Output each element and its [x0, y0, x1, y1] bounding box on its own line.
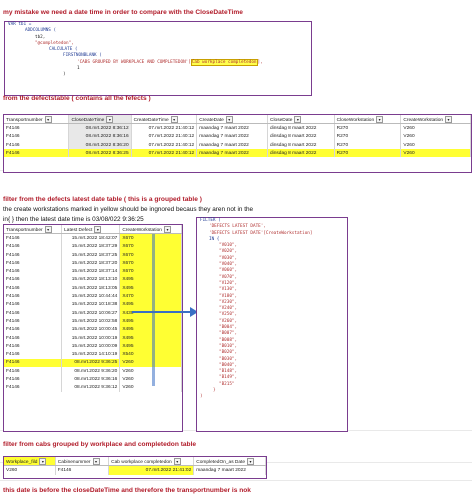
code-line: "B008",: [219, 337, 238, 343]
table-cell: 08.mrt.2022 9:36:16: [62, 375, 120, 383]
table-cell: X495: [120, 276, 182, 284]
filter-dropdown-icon[interactable]: ▾: [226, 116, 233, 123]
table-cell: 08.mrt.2022 8:36:12: [69, 124, 131, 133]
table-cell: maandag 7 maart 2022: [197, 149, 268, 157]
column-header-label: CreateDate: [199, 117, 224, 123]
table-cell: F4146: [4, 133, 69, 141]
filter-dropdown-icon[interactable]: ▾: [376, 116, 383, 123]
table-cell: 15.mrt.2022 10:00:45: [62, 326, 120, 334]
table-row[interactable]: [4, 141, 471, 149]
filter-dropdown-icon[interactable]: ▾: [93, 458, 100, 465]
table-cell: F4146: [4, 342, 62, 350]
column-header-label: Cabinenummer: [57, 459, 91, 465]
table-cell: 15.mrt.2022 18:37:14: [62, 267, 120, 275]
table-cell: 07.mrt.2022 21:41:02: [109, 466, 194, 475]
filter-dropdown-icon[interactable]: ▾: [174, 458, 181, 465]
table-cell: dinsdag 8 maart 2022: [268, 141, 335, 149]
table-cell: V260: [120, 384, 182, 392]
table-cell: dinsdag 8 maart 2022: [268, 133, 335, 141]
column-header-label: Cab workplace completedon: [111, 459, 172, 465]
code-bracket: ],: [257, 59, 263, 65]
table-cell: 07.mrt.2022 21:40:12: [131, 133, 197, 141]
table-row[interactable]: [4, 124, 471, 133]
column-header-createdatetime[interactable]: [131, 115, 197, 124]
table-cell: F4146: [4, 367, 62, 375]
defects-table: [3, 114, 472, 173]
table-row[interactable]: [4, 149, 471, 157]
table-cell: V260: [120, 375, 182, 383]
code-line: FIRSTNONBLANK (: [63, 53, 102, 59]
table-cell: X495: [120, 301, 182, 309]
table-cell: F4146: [4, 309, 62, 317]
table-cell: F4146: [4, 359, 62, 367]
column-header-latest-defect[interactable]: [62, 225, 120, 234]
table-cell: F4146: [4, 350, 62, 358]
column-header-label: Workplace_fild: [6, 459, 38, 465]
table-cell: X670: [120, 243, 182, 251]
column-header-label: Latest Defect: [64, 227, 93, 233]
code-line: "V010",: [219, 243, 238, 249]
table-cell: maandag 7 maart 2022: [197, 141, 268, 149]
filter-dropdown-icon[interactable]: ▾: [45, 226, 52, 233]
code-line: "V240",: [219, 306, 238, 312]
table-cell: X470: [120, 292, 182, 300]
table-cell: X495: [120, 284, 182, 292]
column-header-closedate[interactable]: [268, 115, 335, 124]
code-line: }: [213, 388, 216, 394]
table-cell: X495: [120, 342, 182, 350]
code-line: CALCULATE (: [49, 47, 78, 53]
table-cell: F4146: [4, 334, 62, 342]
code-line: ADDCOLUMNS (: [25, 28, 57, 34]
code-line: "V180",: [219, 293, 238, 299]
code-line: 'DEFECTS LATEST DATE',: [209, 224, 266, 230]
table-cell: 08.mrt.2022 8:36:16: [69, 133, 131, 141]
column-header-label: CloseDateTime: [71, 117, 105, 123]
column-header-createworkstation[interactable]: [120, 225, 182, 234]
column-header-completedon_as-date[interactable]: [194, 457, 266, 466]
table-cell: 15.mrt.2022 10:02:58: [62, 317, 120, 325]
dax-code-filter: [196, 217, 348, 432]
code-line: "B030",: [219, 356, 238, 362]
table-cell: F4146: [4, 234, 62, 243]
code-line: "V020",: [219, 249, 238, 255]
code-line: "V120",: [219, 280, 238, 286]
table-cell: F4146: [4, 259, 62, 267]
filter-dropdown-icon[interactable]: ▾: [39, 458, 46, 465]
column-header-closedatetime[interactable]: [69, 115, 131, 124]
table-cell: V260: [120, 359, 182, 367]
table-cell: maandag 7 maart 2022: [194, 466, 266, 475]
arrow-icon: [130, 305, 200, 319]
table-cell: V260: [120, 367, 182, 375]
code-line: ): [63, 72, 66, 78]
table-cell: F4146: [4, 243, 62, 251]
table-cell: X670: [120, 267, 182, 275]
note-ignore-workstations: the create workstations marked in yellow should be ingnored becaus they aren not in the: [3, 206, 254, 213]
code-line: "V260",: [219, 318, 238, 324]
table-cell: dinsdag 8 maart 2022: [268, 149, 335, 157]
table-cell: F4146: [4, 301, 62, 309]
table-cell: X540: [120, 350, 182, 358]
table-cell: 15.mrt.2022 18:37:25: [62, 251, 120, 259]
dax-code-addcolumns: [4, 21, 312, 96]
filter-dropdown-icon[interactable]: ▾: [94, 226, 101, 233]
table-cell: R270: [334, 141, 401, 149]
code-line: "V040",: [219, 262, 238, 268]
table-cell: 15.mrt.2022 18:37:20: [62, 259, 120, 267]
column-header-transportnumber[interactable]: [4, 225, 62, 234]
table-cell: 15.mrt.2022 10:06:27: [62, 309, 120, 317]
code-line: "B040",: [219, 362, 238, 368]
column-header-cabinenummer[interactable]: [55, 457, 108, 466]
column-header-label: Transportnumber: [6, 117, 43, 123]
code-line: FILTER (: [200, 218, 221, 223]
table-cell: maandag 7 maart 2022: [197, 124, 268, 133]
table-cell: X495: [120, 326, 182, 334]
footer-note: this date is before the closeDateTime and therefore the transportnumber is nok: [3, 487, 251, 494]
code-line: "B010",: [219, 343, 238, 349]
filter-dropdown-icon[interactable]: ▾: [106, 116, 113, 123]
code-line: "B020",: [219, 350, 238, 356]
table-cell: F4146: [4, 276, 62, 284]
table-cell: 07.mrt.2022 21:40:12: [131, 141, 197, 149]
table-cell: 15.mrt.2022 10:00:19: [62, 334, 120, 342]
filter-dropdown-icon[interactable]: ▾: [164, 226, 171, 233]
table-cell: V260: [401, 124, 471, 133]
column-header-label: CreateWorkstation: [122, 227, 162, 233]
latest-defect-table: [3, 224, 183, 432]
code-table-ref: 'CABS GROUPED BY WORKPLACE AND COMPLETEDON'[: [77, 59, 191, 65]
code-line: "@completedon",: [35, 40, 74, 46]
code-line: "B148",: [219, 369, 238, 375]
table-cell: F4146: [4, 292, 62, 300]
table-row[interactable]: [4, 133, 471, 141]
table-cell: X670: [120, 234, 182, 243]
table-cell: F4146: [55, 466, 108, 475]
filter-dropdown-icon[interactable]: ▾: [171, 116, 178, 123]
code-line: "V130",: [219, 287, 238, 293]
table-cell: V260: [4, 466, 55, 475]
column-header-label: Transportnumber: [6, 227, 43, 233]
code-line: "B007",: [219, 331, 238, 337]
column-header-label: CloseWorkstation: [336, 117, 375, 123]
code-line: "V070",: [219, 274, 238, 280]
note-latest-datetime: in{ } then the latest date time is 03/08/022 9:36:25: [3, 216, 144, 223]
table-cell: F4146: [4, 384, 62, 392]
column-header-closeworkstation[interactable]: [334, 115, 401, 124]
table-cell: 08.mrt.2022 8:36:25: [69, 149, 131, 157]
table-cell: V260: [401, 141, 471, 149]
table-cell: X670: [120, 251, 182, 259]
table-cell: 15.mrt.2022 18:13:10: [62, 276, 120, 284]
table-cell: X495: [120, 334, 182, 342]
table-cell: F4146: [4, 317, 62, 325]
code-line: VAR tb1 =: [8, 22, 32, 27]
table-cell: 15.mrt.2022 18:42:07: [62, 234, 120, 243]
column-header-createworkstation[interactable]: [401, 115, 471, 124]
column-header-label: CloseDate: [270, 117, 293, 123]
table-cell: X670: [120, 259, 182, 267]
table-cell: 08.mrt.2022 8:36:20: [69, 141, 131, 149]
table-cell: F4146: [4, 326, 62, 334]
table-cell: F4146: [4, 251, 62, 259]
filter-dropdown-icon[interactable]: ▾: [294, 116, 301, 123]
column-header-createdate[interactable]: [197, 115, 268, 124]
table-cell: 15.mrt.2022 14:10:19: [62, 350, 120, 358]
table-cell: 08.mrt.2022 9:36:20: [62, 367, 120, 375]
table-cell: R270: [334, 124, 401, 133]
code-line: "V230",: [219, 299, 238, 305]
code-line: 'DEFECTS LATEST DATE'[CreateWorkstation]: [209, 230, 313, 236]
code-line: "B215": [219, 381, 235, 387]
table-cell: dinsdag 8 maart 2022: [268, 124, 335, 133]
code-line: "B004",: [219, 325, 238, 331]
code-line: tb2,: [35, 34, 46, 40]
column-header-label: CreateWorkstation: [403, 117, 444, 123]
code-line: "V060",: [219, 268, 238, 274]
cabs-table: [3, 456, 267, 479]
heading-defects-table: from the defectstable ( contains all the fefects ): [3, 95, 151, 102]
filter-dropdown-icon[interactable]: ▾: [45, 116, 52, 123]
table-cell: R270: [334, 149, 401, 157]
column-header-label: CreateDateTime: [133, 117, 169, 123]
table-cell: X430: [120, 309, 182, 317]
heading-date-mistake: my mistake we need a date time in order to compare with the CloseDateTime: [3, 9, 243, 16]
table-cell: 08.mrt.2022 9:36:12: [62, 384, 120, 392]
code-line: ): [200, 394, 203, 400]
table-cell: 07.mrt.2022 21:40:12: [131, 124, 197, 133]
table-cell: X495: [120, 317, 182, 325]
table-cell: 15.mrt.2022 18:13:05: [62, 284, 120, 292]
table-cell: V260: [401, 149, 471, 157]
table-cell: 15.mrt.2022 10:00:09: [62, 342, 120, 350]
table-cell: 08.mrt.2022 9:36:25: [62, 359, 120, 367]
filter-dropdown-icon[interactable]: ▾: [247, 458, 254, 465]
table-cell: maandag 7 maart 2022: [197, 133, 268, 141]
code-line: 1: [77, 66, 80, 72]
table-cell: F4146: [4, 284, 62, 292]
filter-dropdown-icon[interactable]: ▾: [445, 116, 452, 123]
code-highlighted-column: Cab workplace completedon: [191, 59, 257, 65]
code-line: IN {: [209, 236, 220, 242]
table-cell: F4146: [4, 267, 62, 275]
code-line: "V030",: [219, 255, 238, 261]
table-cell: V260: [401, 133, 471, 141]
table-cell: R270: [334, 133, 401, 141]
column-header-workplace_fild[interactable]: [4, 457, 55, 466]
table-cell: 15.mrt.2022 10:18:38: [62, 301, 120, 309]
code-line: "V250",: [219, 312, 238, 318]
table-cell: 15.mrt.2022 10:44:44: [62, 292, 120, 300]
heading-cabs-filter: filter from cabs grouped by workplace and completedon table: [3, 441, 197, 448]
table-cell: F4146: [4, 141, 69, 149]
table-cell: F4146: [4, 375, 62, 383]
table-cell: 07.mrt.2022 21:40:12: [131, 149, 197, 157]
column-header-label: CompletedOn_as Date: [196, 459, 246, 465]
table-cell: 15.mrt.2022 18:37:29: [62, 243, 120, 251]
table-cell: F4146: [4, 149, 69, 157]
heading-latest-date-filter: filter from the defects latest date table ( this is a grouped table ): [3, 196, 202, 203]
table-row[interactable]: [4, 466, 266, 475]
table-cell: F4146: [4, 124, 69, 133]
column-header-transportnumber[interactable]: [4, 115, 69, 124]
column-header-cab-workplace-completedon[interactable]: [109, 457, 194, 466]
code-line: "B149",: [219, 375, 238, 381]
